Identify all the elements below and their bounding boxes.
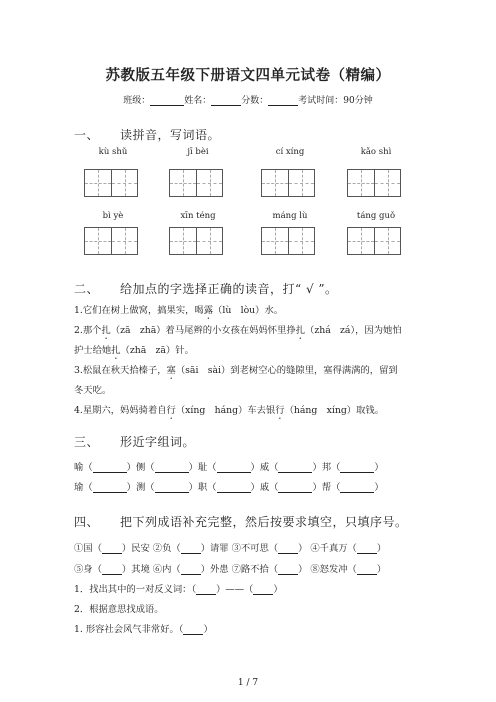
time-label: 考试时间：90分钟	[298, 96, 373, 106]
s2-item-4: 4.星期六，妈妈骑着自行（xíng háng）车去银行（háng xíng）取钱。	[74, 405, 384, 416]
s3-blank[interactable]	[217, 482, 251, 493]
section-4-title: 把下列成语补充完整，然后按要求填空，只填序号。	[120, 515, 408, 529]
name-blank[interactable]	[211, 95, 241, 106]
class-blank[interactable]	[150, 95, 184, 106]
answer-grid-7[interactable]	[261, 227, 315, 255]
s4-question-2: 2．根据意思找成语。	[74, 604, 164, 615]
idiom-row-1: ①国（ ）民安 ②负（ ）请罪 ③不可思（ ） ④千真万（ ）	[74, 543, 387, 554]
s3-row-2: 瑜（ ）测（ ）职（ ）戚（ ）帮（ ）	[74, 482, 384, 493]
pinyin-7: máng lù	[272, 211, 308, 221]
score-label: 分数：	[241, 96, 269, 106]
pinyin-4: kǎo shì	[360, 147, 392, 157]
answer-grid-6[interactable]	[169, 227, 223, 255]
section-3-heading	[74, 433, 195, 450]
section-1-title: 读拼音，写词语。	[120, 128, 221, 142]
section-2-title: 给加点的字选择正确的读音，打“ √ ”。	[120, 282, 338, 296]
antonym-blank-2[interactable]	[253, 584, 273, 595]
s2-item-2-line-2: 护士给她扎（zhā zā）针。	[74, 345, 194, 356]
s3-blank[interactable]	[155, 462, 189, 473]
s2-item-2-line-1: 2.那个扎（zā zhā）着马尾辫的小女孩在妈妈怀里挣扎（zhá zá），因为她怕	[74, 325, 402, 336]
answer-grid-4[interactable]	[347, 169, 401, 197]
answer-grid-1[interactable]	[84, 169, 138, 197]
answer-grid-8[interactable]	[347, 227, 401, 255]
idiom-blank[interactable]	[102, 564, 122, 575]
s4-question-3: 1. 形容社会风气非常好。（ ）	[74, 624, 213, 635]
pinyin-5: bì yè	[102, 211, 124, 221]
name-label: 姓名：	[184, 96, 212, 106]
page-number: 1 / 7	[237, 678, 259, 688]
pinyin-1: kù shǔ	[98, 147, 128, 157]
idiom-blank[interactable]	[102, 543, 122, 554]
answer-grid-3[interactable]	[261, 169, 315, 197]
idiom-blank[interactable]	[357, 564, 377, 575]
s3-blank[interactable]	[340, 462, 374, 473]
s3-row-1: 喻（ ）侧（ ）耻（ ）威（ ）邦（ ）	[74, 462, 384, 473]
section-4-number: 四、	[74, 515, 100, 529]
section-3-number: 三、	[74, 435, 100, 449]
s4-question-1: 1．找出其中的一对反义词：（ ）——（ ）	[74, 584, 283, 595]
idiom-blank[interactable]	[181, 543, 201, 554]
antonym-blank-1[interactable]	[196, 584, 216, 595]
section-3-title: 形近字组词。	[120, 435, 196, 449]
s3-blank[interactable]	[217, 462, 251, 473]
pinyin-6: xīn téng	[180, 211, 216, 221]
pinyin-3: cí xíng	[275, 147, 305, 157]
section-1-number: 一、	[74, 128, 100, 142]
s2-item-3-line-1: 3.松鼠在秋天拾榛子，塞（sāi sài）到老树空心的缝隙里，塞得满满的，留到	[74, 365, 398, 376]
answer-grid-2[interactable]	[169, 169, 223, 197]
class-label: 班级：	[123, 96, 151, 106]
s3-blank[interactable]	[93, 462, 127, 473]
s2-item-1: 1.它们在树上做窝，搞果实，喝露（lù lòu）水。	[74, 305, 284, 316]
section-2-heading	[74, 280, 338, 297]
s2-item-3-line-2: 冬天吃。	[74, 385, 112, 396]
pinyin-2: jī bèi	[187, 147, 209, 157]
s3-blank[interactable]	[155, 482, 189, 493]
score-blank[interactable]	[268, 95, 298, 106]
page-title: 苏教版五年级下册语文四单元试卷（精编）	[105, 67, 391, 84]
answer-grid-5[interactable]	[84, 227, 138, 255]
idiom-answer-blank[interactable]	[183, 624, 203, 635]
s3-blank[interactable]	[278, 462, 312, 473]
student-info-line	[0, 93, 496, 106]
pinyin-8: táng guǒ	[356, 211, 396, 221]
section-4-heading	[74, 513, 408, 530]
s3-blank[interactable]	[93, 482, 127, 493]
idiom-blank[interactable]	[357, 543, 377, 554]
s3-blank[interactable]	[278, 482, 312, 493]
section-2-number: 二、	[74, 282, 100, 296]
idiom-blank[interactable]	[278, 543, 298, 554]
s3-blank[interactable]	[340, 482, 374, 493]
idiom-row-2: ⑤身（ ）其境 ⑥内（ ）外患 ⑦路不拾（ ） ⑧怒发冲（ ）	[74, 564, 387, 575]
section-1-heading	[74, 126, 220, 143]
idiom-blank[interactable]	[181, 564, 201, 575]
idiom-blank[interactable]	[278, 564, 298, 575]
